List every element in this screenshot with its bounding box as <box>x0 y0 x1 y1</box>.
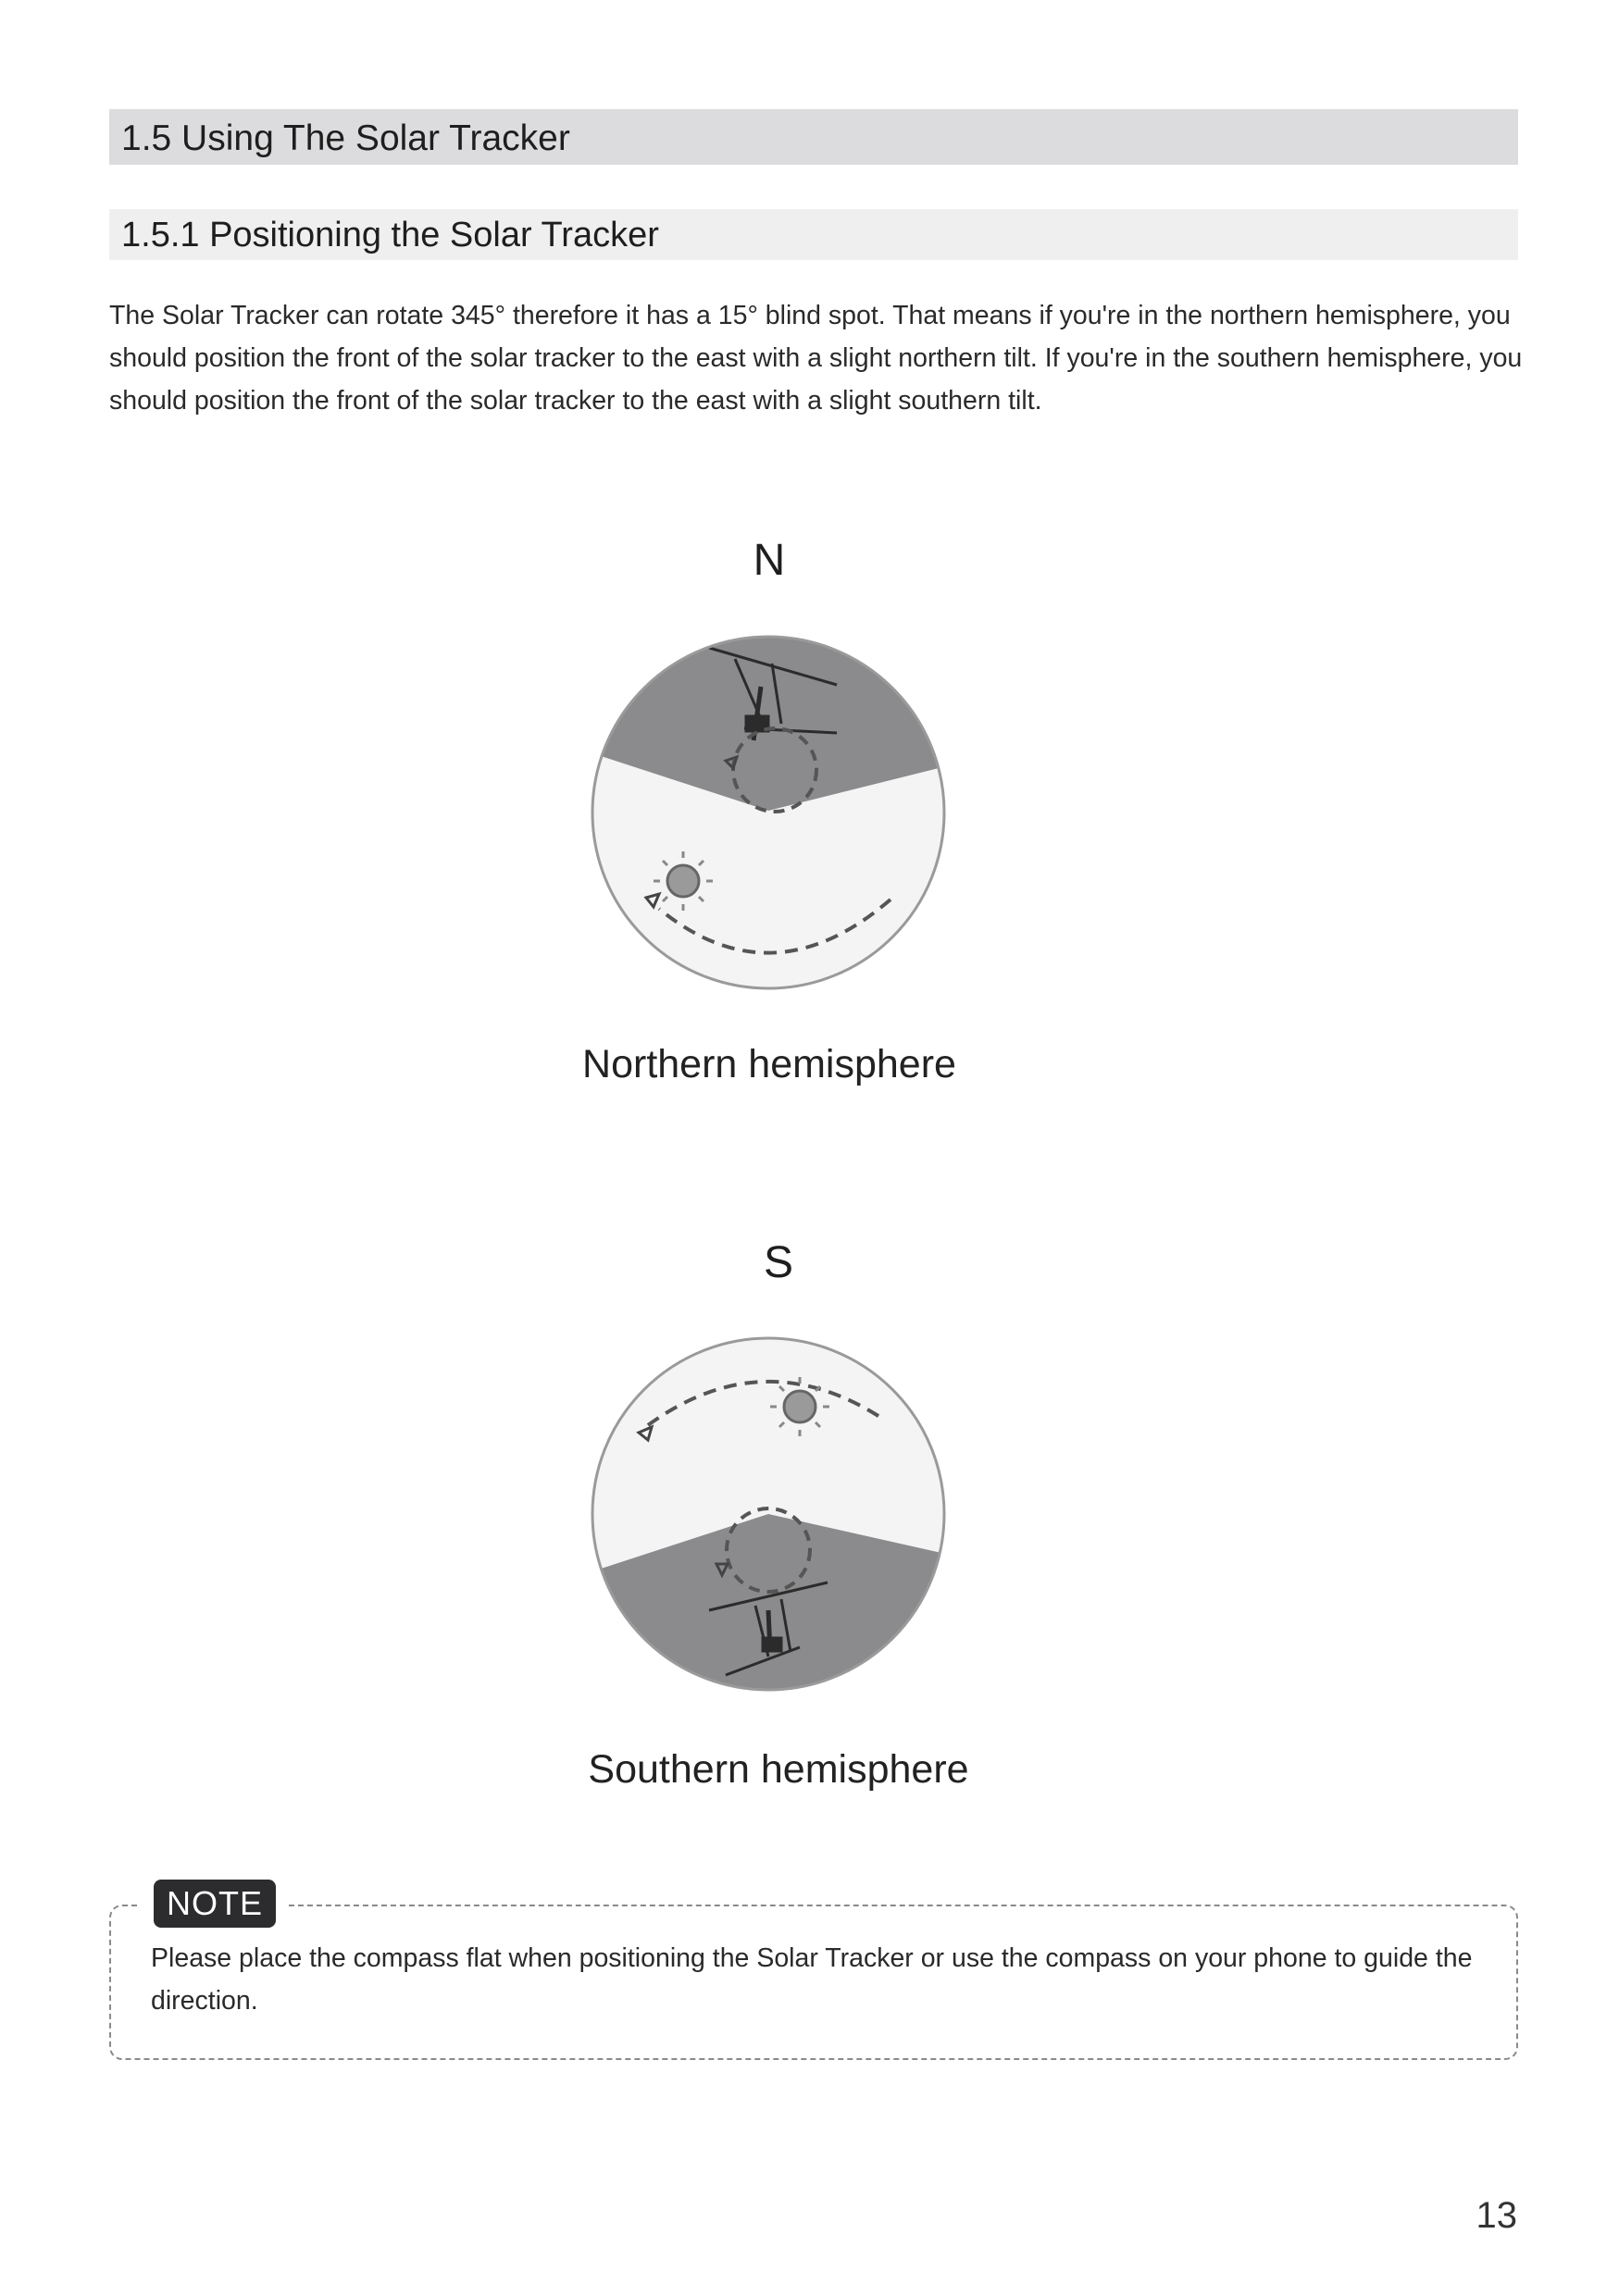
subsection-heading-bar <box>109 209 1518 260</box>
page-number: 13 <box>1476 2195 1517 2236</box>
north-direction-label: N <box>753 536 786 585</box>
southern-hemisphere-diagram <box>587 1333 950 1695</box>
section-heading-bar <box>109 109 1518 165</box>
northern-hemisphere-diagram <box>587 631 950 994</box>
note-badge: NOTE <box>154 1880 276 1928</box>
southern-hemisphere-caption: Southern hemisphere <box>588 1747 969 1792</box>
section-heading: 1.5 Using The Solar Tracker <box>121 118 570 158</box>
northern-hemisphere-caption: Northern hemisphere <box>582 1042 956 1086</box>
note-text: Please place the compass flat when positioning the Solar Tracker or use the compass on your phone to guide the direction. <box>151 1943 1473 2016</box>
subsection-heading: 1.5.1 Positioning the Solar Tracker <box>121 216 659 254</box>
body-paragraph: The Solar Tracker can rotate 345° therefore it has a 15° blind spot. That means if you're in the northern hemisphere, you should position the front of the solar tracker to the east with a slight northern tilt. If you're in the southern hemisphere, you should position the front of the solar tracker to the east with a slight southern tilt. <box>109 301 1523 416</box>
south-direction-label: S <box>763 1238 793 1287</box>
